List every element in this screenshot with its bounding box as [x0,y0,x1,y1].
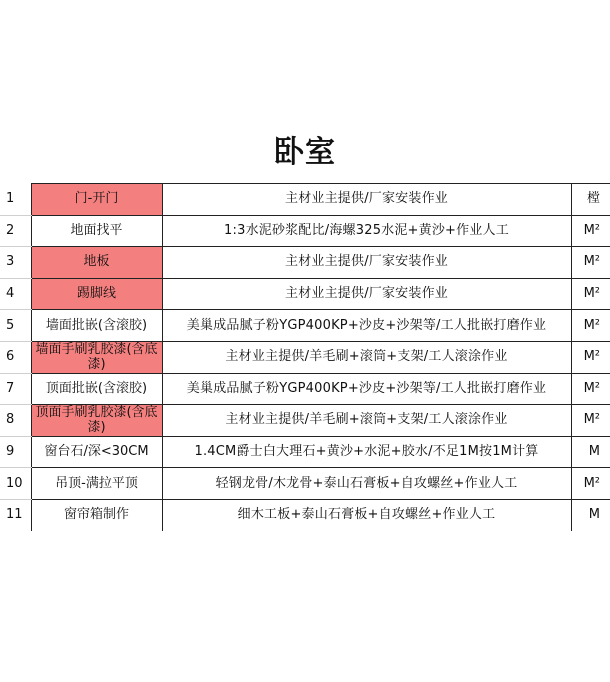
row-number: 4 [0,278,31,310]
row-number: 6 [0,341,31,373]
item-unit: M² [571,310,610,342]
item-description: 1:3水泥砂浆配比/海螺325水泥+黄沙+作业人工 [162,215,571,247]
table-row [0,184,610,216]
item-name: 地板 [31,247,162,279]
row-number: 9 [0,436,31,468]
table-row [0,468,610,500]
item-unit: M² [571,341,610,373]
row-number: 10 [0,468,31,500]
item-description: 细木工板+泰山石膏板+自攻螺丝+作业人工 [162,499,571,530]
item-description: 1.4CM爵士白大理石+黄沙+水泥+胶水/不足1M按1M计算 [162,436,571,468]
item-description: 主材业主提供/羊毛刷+滚筒+支架/工人滚涂作业 [162,405,571,437]
item-name: 踢脚线 [31,278,162,310]
item-description: 主材业主提供/羊毛刷+滚筒+支架/工人滚涂作业 [162,341,571,373]
row-number: 2 [0,215,31,247]
item-unit: M² [571,405,610,437]
table-row [0,278,610,310]
row-number: 5 [0,310,31,342]
table-row [0,373,610,405]
row-number: 11 [6,507,23,523]
table-row [0,499,610,530]
item-name: 吊顶-满拉平顶 [31,468,162,500]
table-row [0,310,610,342]
item-description: 主材业主提供/厂家安装作业 [162,184,571,216]
item-name: 顶面手刷乳胶漆(含底漆) [31,405,162,437]
item-description: 主材业主提供/厂家安装作业 [162,278,571,310]
table-row [0,436,610,468]
item-name: 窗帘箱制作 [31,499,162,530]
item-name: 墙面批嵌(含滚胶) [31,310,162,342]
item-description: 主材业主提供/厂家安装作业 [162,247,571,279]
item-description: 美巢成品腻子粉YGP400KP+沙皮+沙架等/工人批嵌打磨作业 [162,373,571,405]
item-unit: M² [571,247,610,279]
page-title: 卧室 [274,135,336,170]
item-unit: M [571,436,610,468]
item-unit: M² [571,468,610,500]
item-name: 顶面批嵌(含滚胶) [31,373,162,405]
quote-table-body [0,184,610,531]
table-row [0,341,610,373]
table-row [0,247,610,279]
item-unit: M² [571,373,610,405]
row-number: 7 [0,373,31,405]
item-unit: 樘 [571,184,610,216]
item-description: 美巢成品腻子粉YGP400KP+沙皮+沙架等/工人批嵌打磨作业 [162,310,571,342]
item-unit: M² [571,278,610,310]
quote-table [0,183,610,531]
item-name: 地面找平 [31,215,162,247]
row-number: 8 [0,405,31,437]
table-row [0,405,610,437]
row-number: 3 [0,247,31,279]
item-unit: M [588,507,600,523]
item-unit: M² [571,215,610,247]
item-name: 墙面手刷乳胶漆(含底漆) [31,341,162,373]
item-name: 门-开门 [31,184,162,216]
table-row [0,215,610,247]
item-description: 轻钢龙骨/木龙骨+泰山石膏板+自攻螺丝+作业人工 [162,468,571,500]
item-name: 窗台石/深<30CM [31,436,162,468]
row-number: 1 [0,184,31,216]
